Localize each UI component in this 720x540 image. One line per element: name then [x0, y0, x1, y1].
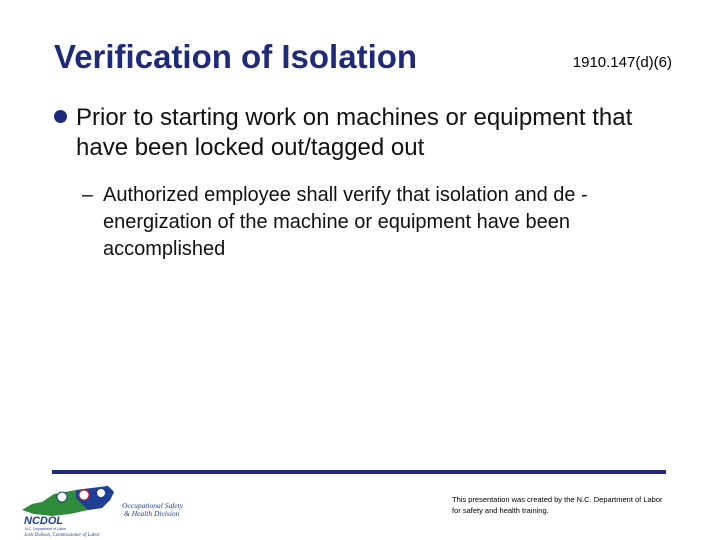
logo-department: N.C. Department of Labor [25, 527, 67, 531]
main-bullet-text: Prior to starting work on machines or equipment that have been locked out/tagged out [76, 104, 633, 161]
footer-divider [52, 470, 666, 474]
dash-icon: – [82, 184, 94, 206]
logo-acronym: NCDOL [24, 515, 64, 527]
graduate-figure-icon [97, 489, 106, 498]
sub-bullet-text: Authorized employee shall verify that isolation and de -energization of the machine or equipment have been accomplished [103, 184, 588, 260]
worker-figure-icon [57, 492, 67, 502]
logo-division-line2: & Health Division [124, 509, 180, 518]
ncdol-logo [18, 480, 188, 538]
hardhat-figure-icon [79, 490, 89, 500]
logo-commissioner: Josh Dobson, Commissioner of Labor [24, 533, 100, 538]
slide-title: Verification of Isolation [54, 38, 418, 75]
footer-credit: This presentation was created by the N.C. Department of Labor for safety and health training. [452, 495, 663, 515]
logo-division-line1: Occupational Safety [122, 501, 184, 510]
bullet-dot-icon [54, 110, 67, 123]
regulation-reference: 1910.147(d)(6) [572, 54, 672, 71]
title-area [48, 32, 678, 87]
